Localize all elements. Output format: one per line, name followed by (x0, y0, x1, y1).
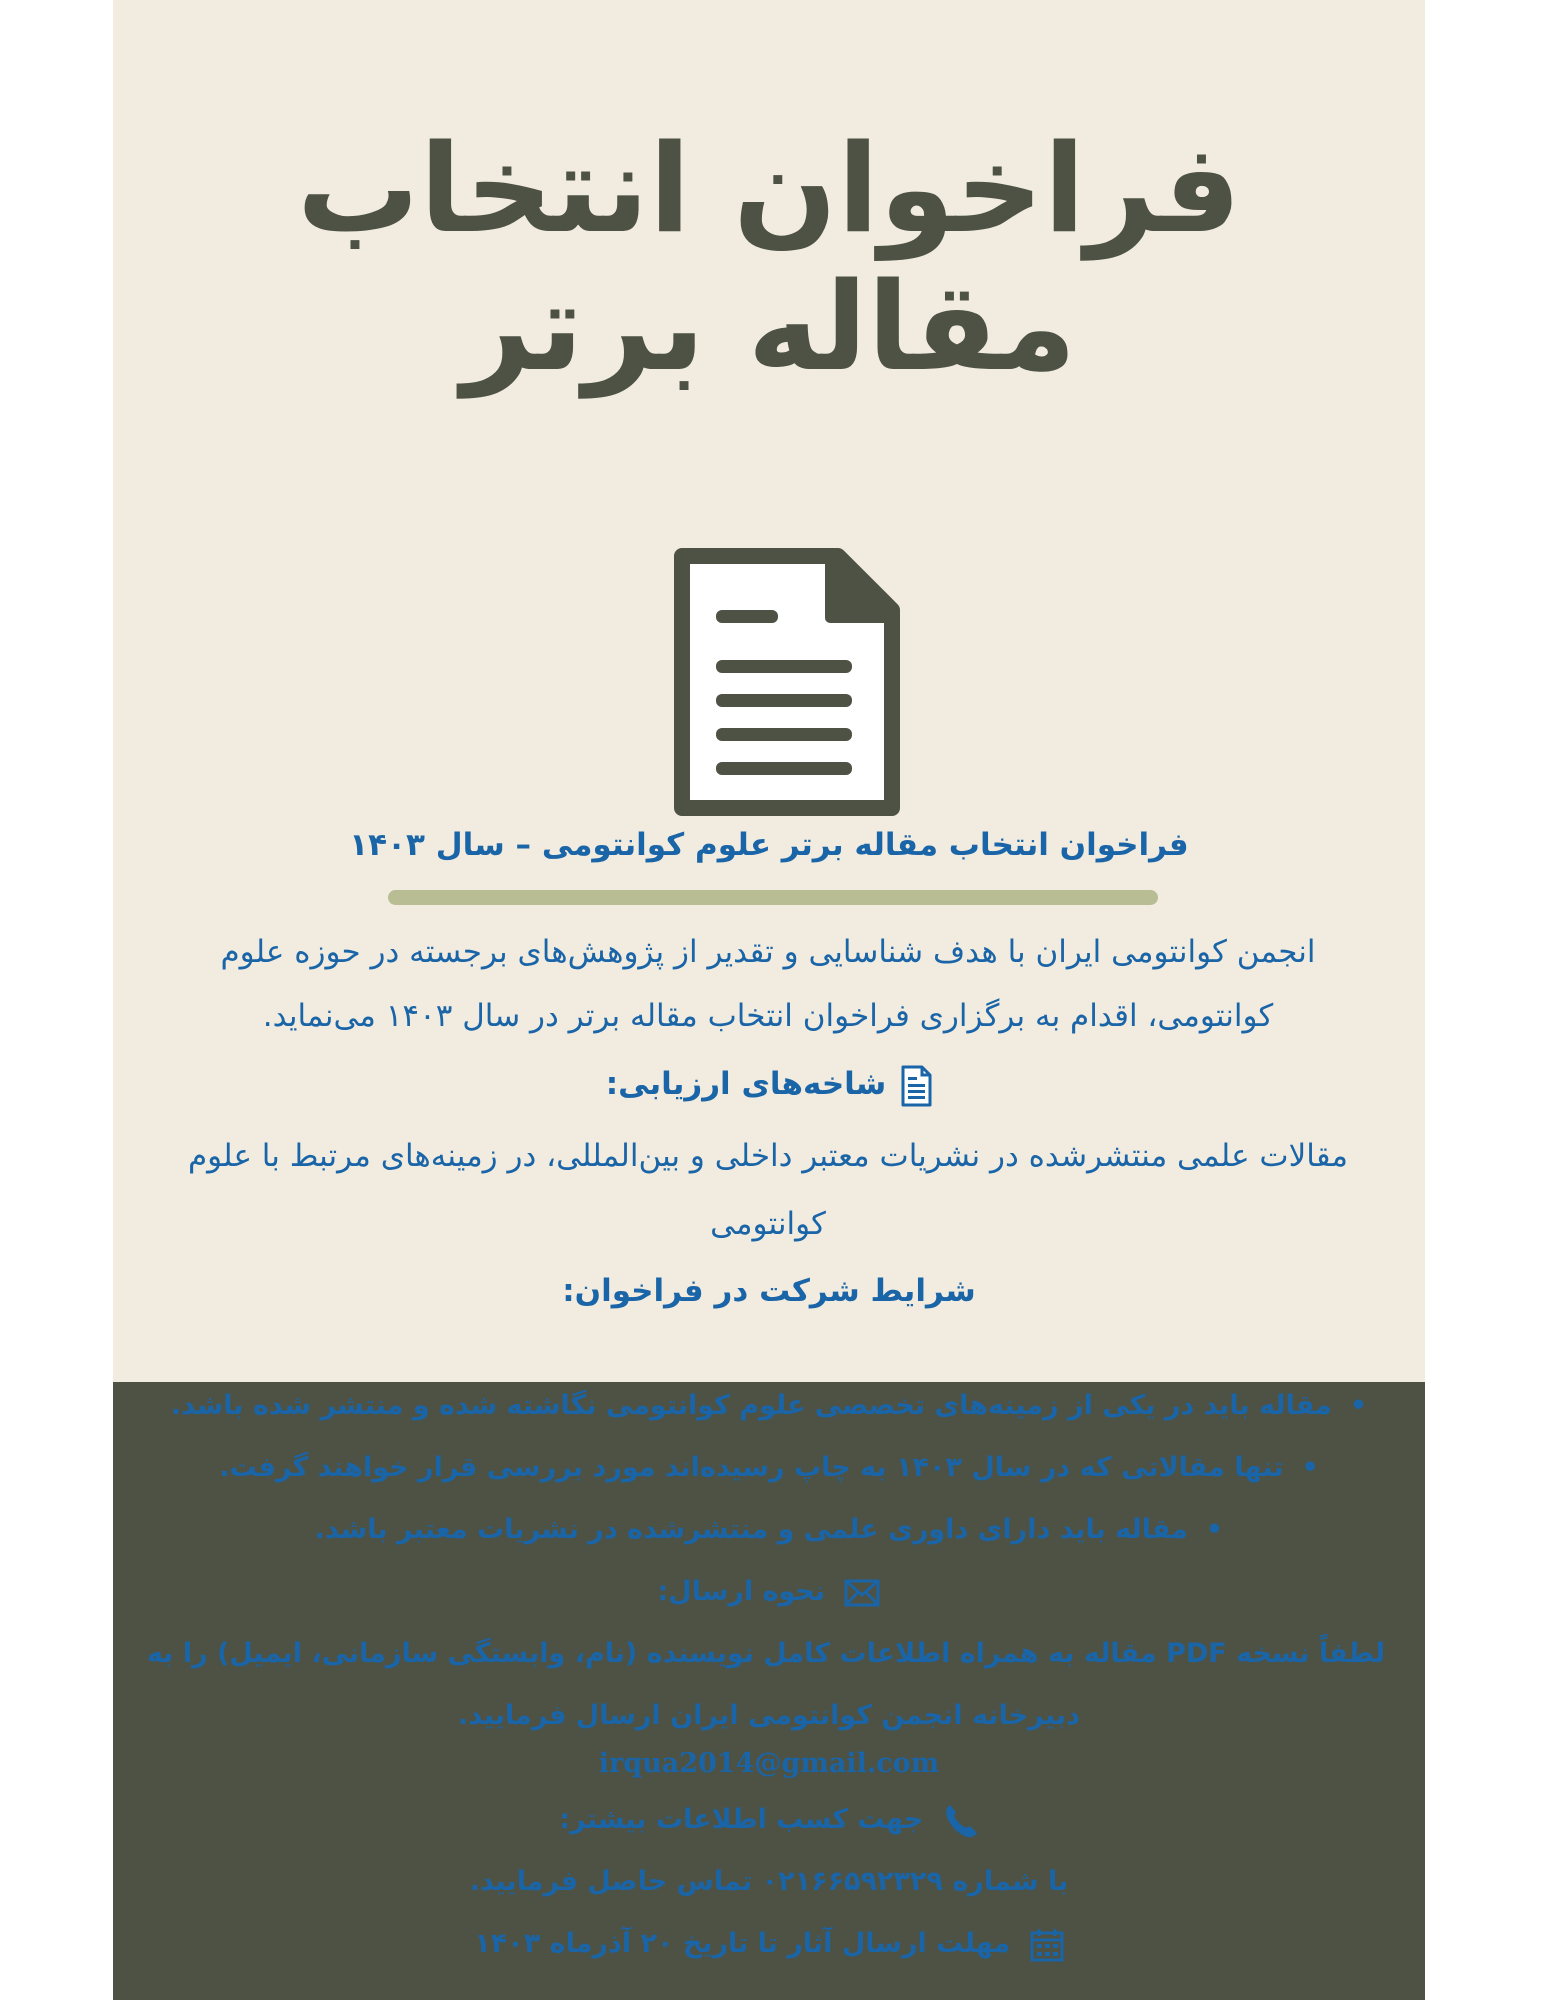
branches-heading-text: شاخه‌های ارزیابی: (605, 1066, 887, 1102)
poster (113, 0, 1425, 2000)
divider (388, 890, 1158, 905)
bottom-panel (113, 1382, 1425, 2000)
branches-text: مقالات علمی منتشرشده در نشریات معتبر داخلی و بین‌المللی، در زمینه‌های مرتبط با علوم کوانتومی (187, 1138, 1349, 1242)
contact-text: با شماره ۰۲۱۶۶۵۹۲۳۲۹ تماس حاصل فرمایید. (469, 1866, 1069, 1897)
deadline: مهلت ارسال آثار تا تاریخ ۲۰ آذرماه ۱۴۰۳ (153, 1924, 1385, 1964)
bullet-icon: • (1349, 1390, 1368, 1421)
document-icon (670, 548, 902, 818)
condition-item: •مقاله باید در یکی از زمینه‌های تخصصی علوم کوانتومی نگاشته شده و منتشر شده باشد. (170, 1390, 1368, 1421)
bullet-icon: • (1205, 1514, 1224, 1545)
intro-paragraph: انجمن کوانتومی ایران با هدف شناسایی و تقدیر از پژوهش‌های برجسته در حوزه علوم کوانتومی، اقدام به برگزاری فراخوان انتخاب مقاله برتر در سال ۱۴۰۳ می‌نماید. (220, 934, 1316, 1034)
email-address[interactable]: irqua2014@gmail.com (598, 1748, 940, 1779)
subtitle: فراخوان انتخاب مقاله برتر علوم کوانتومی – سال ۱۴۰۳ (349, 827, 1189, 863)
condition-item: •تنها مقالاتی که در سال ۱۴۰۳ به چاپ رسیده‌اند مورد بررسی قرار خواهند گرفت. (219, 1452, 1319, 1483)
document-icon (900, 1065, 932, 1107)
phone-icon (943, 1803, 979, 1839)
submission-text-line-2: دبیرخانه انجمن کوانتومی ایران ارسال فرمایید. (458, 1700, 1080, 1731)
poster-title (113, 120, 1425, 396)
title-line-2: مقاله برتر (461, 256, 1077, 398)
submission-text-line-1: لطفاً نسخه PDF مقاله به همراه اطلاعات کامل نویسنده (نام، وابستگی سازمانی، ایمیل) را به (146, 1638, 1385, 1669)
calendar-icon (1030, 1928, 1064, 1962)
branches-heading (113, 1055, 1425, 1113)
conditions-heading: شرایط شرکت در فراخوان: (562, 1273, 976, 1309)
envelope-icon (844, 1579, 880, 1607)
contact-heading: جهت کسب اطلاعات بیشتر: (153, 1800, 1385, 1840)
submission-heading: نحوه ارسال: (153, 1572, 1385, 1612)
title-line-1: فراخوان انتخاب (296, 118, 1242, 260)
condition-item: •مقاله باید دارای داوری علمی و منتشرشده در نشریات معتبر باشد. (314, 1514, 1224, 1545)
bullet-icon: • (1301, 1452, 1319, 1483)
